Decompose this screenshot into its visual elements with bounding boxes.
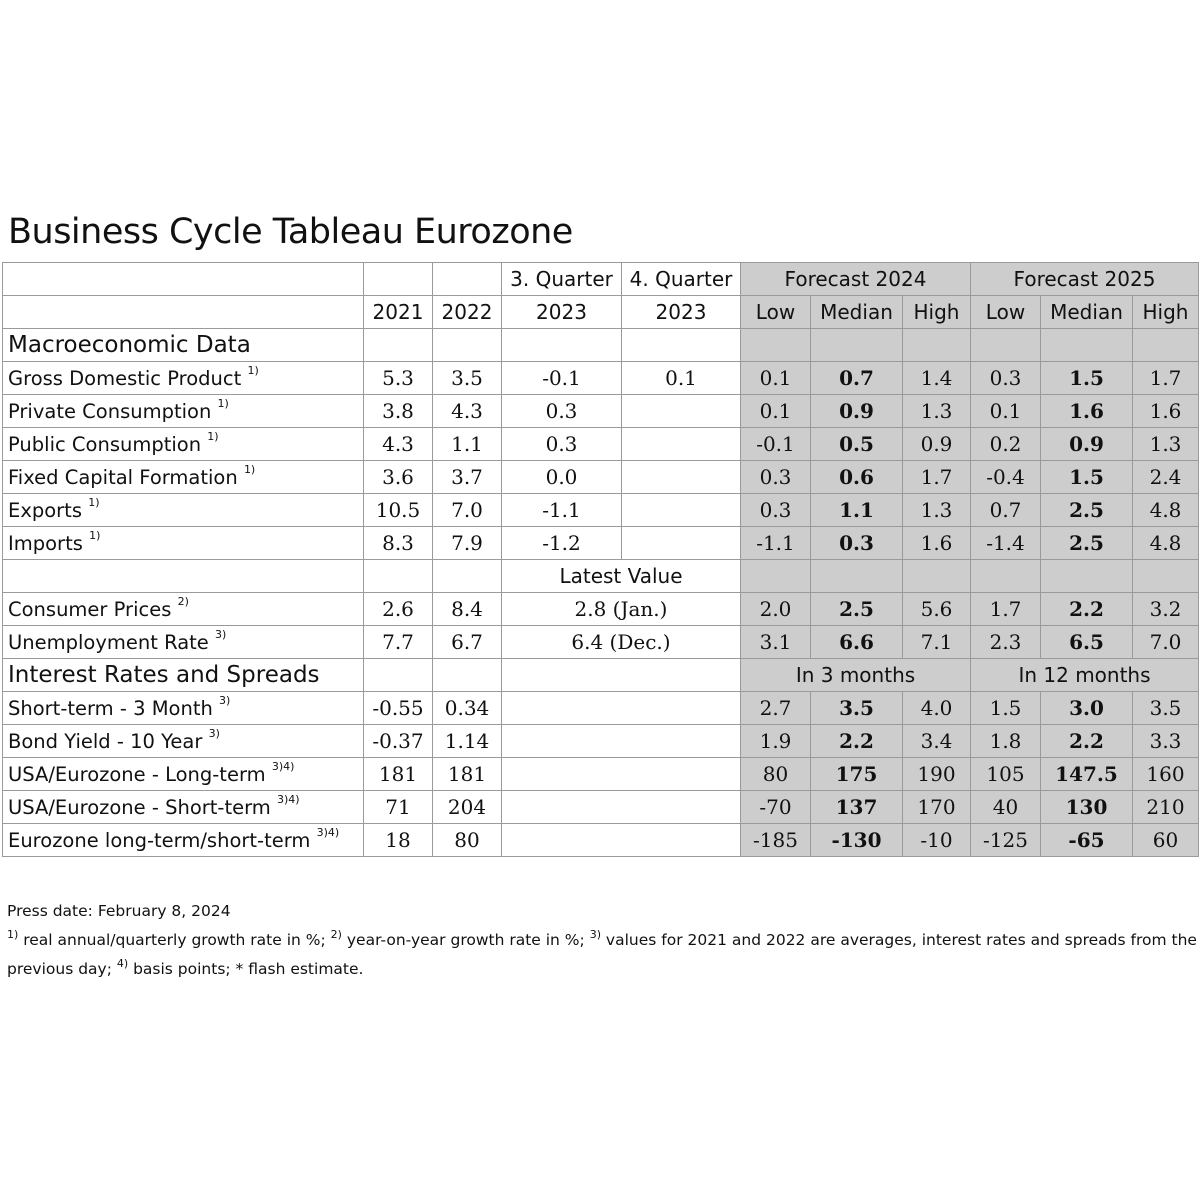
forecast-high: 1.7	[903, 461, 971, 494]
forecast-median: 2.5	[1041, 494, 1133, 527]
forecast-median: 137	[811, 791, 903, 824]
value-2022: 181	[433, 758, 502, 791]
header-median-2024: Median	[811, 296, 903, 329]
table-row	[3, 791, 1199, 824]
forecast-low: 40	[971, 791, 1041, 824]
value-2022: 7.9	[433, 527, 502, 560]
forecast-low: -70	[741, 791, 811, 824]
forecast-low: 0.3	[741, 494, 811, 527]
forecast-high: 190	[903, 758, 971, 791]
forecast-median: 0.6	[811, 461, 903, 494]
empty-cell	[811, 560, 903, 593]
forecast-median: 175	[811, 758, 903, 791]
value-q3-2023: -1.2	[502, 527, 622, 560]
value-q4-2023	[622, 494, 741, 527]
row-label: Gross Domestic Product $^{1)}$	[3, 362, 364, 395]
header-q4-year: 2023	[622, 296, 741, 329]
row-label: Unemployment Rate $^{3)}$	[3, 626, 364, 659]
forecast-high: 7.0	[1133, 626, 1199, 659]
header-row-2	[3, 296, 1199, 329]
empty-cell	[971, 560, 1041, 593]
value-2022: 0.34	[433, 692, 502, 725]
table-row	[3, 527, 1199, 560]
row-label: Bond Yield - 10 Year $^{3)}$	[3, 725, 364, 758]
forecast-high: 4.8	[1133, 527, 1199, 560]
value-2022: 4.3	[433, 395, 502, 428]
forecast-low: 0.2	[971, 428, 1041, 461]
header-high-2025: High	[1133, 296, 1199, 329]
empty-cell	[1133, 560, 1199, 593]
latest-value: 2.8 (Jan.)	[502, 593, 741, 626]
forecast-low: 0.1	[741, 362, 811, 395]
forecast-high: -10	[903, 824, 971, 857]
forecast-median: 0.3	[811, 527, 903, 560]
forecast-low: -0.1	[741, 428, 811, 461]
table-row	[3, 824, 1199, 857]
row-label: Exports $^{1)}$	[3, 494, 364, 527]
header-2022: 2022	[433, 296, 502, 329]
forecast-median: 0.5	[811, 428, 903, 461]
empty-cell	[502, 824, 741, 857]
forecast-low: -125	[971, 824, 1041, 857]
table-row	[3, 593, 1199, 626]
forecast-high: 4.0	[903, 692, 971, 725]
press-date: Press date: February 8, 2024	[7, 902, 231, 920]
forecast-median: 130	[1041, 791, 1133, 824]
forecast-median: 0.7	[811, 362, 903, 395]
value-q3-2023: 0.3	[502, 395, 622, 428]
forecast-median: 1.5	[1041, 461, 1133, 494]
forecast-median: 1.6	[1041, 395, 1133, 428]
header-high-2024: High	[903, 296, 971, 329]
forecast-median: 1.5	[1041, 362, 1133, 395]
value-2022: 8.4	[433, 593, 502, 626]
forecast-low: 1.7	[971, 593, 1041, 626]
empty-cell	[502, 692, 741, 725]
value-q3-2023: -0.1	[502, 362, 622, 395]
value-2021: 18	[364, 824, 433, 857]
value-q3-2023: -1.1	[502, 494, 622, 527]
forecast-low: 1.9	[741, 725, 811, 758]
table-row	[3, 362, 1199, 395]
forecast-median: 2.5	[811, 593, 903, 626]
forecast-high: 7.1	[903, 626, 971, 659]
header-q4: 4. Quarter	[622, 263, 741, 296]
forecast-high: 1.3	[903, 494, 971, 527]
forecast-low: 0.1	[971, 395, 1041, 428]
row-label: Fixed Capital Formation $^{1)}$	[3, 461, 364, 494]
value-q4-2023	[622, 428, 741, 461]
forecast-median: 0.9	[811, 395, 903, 428]
forecast-low: 1.8	[971, 725, 1041, 758]
forecast-median: -130	[811, 824, 903, 857]
forecast-low: 2.7	[741, 692, 811, 725]
value-2022: 3.7	[433, 461, 502, 494]
header-in-3-months: In 3 months	[741, 659, 971, 692]
value-2022: 1.14	[433, 725, 502, 758]
forecast-low: 0.1	[741, 395, 811, 428]
value-2022: 7.0	[433, 494, 502, 527]
forecast-high: 1.7	[1133, 362, 1199, 395]
empty-cell	[502, 659, 741, 692]
value-2021: 2.6	[364, 593, 433, 626]
empty-cell	[502, 758, 741, 791]
section-macro: Macroeconomic Data	[3, 329, 364, 362]
row-label: Imports $^{1)}$	[3, 527, 364, 560]
header-q3-year: 2023	[502, 296, 622, 329]
latest-value-header-row	[3, 560, 1199, 593]
section-interest-row	[3, 659, 1199, 692]
forecast-median: 147.5	[1041, 758, 1133, 791]
row-label: Private Consumption $^{1)}$	[3, 395, 364, 428]
forecast-high: 4.8	[1133, 494, 1199, 527]
forecast-median: 3.0	[1041, 692, 1133, 725]
header-low-2024: Low	[741, 296, 811, 329]
forecast-low: 2.3	[971, 626, 1041, 659]
empty-cell	[364, 659, 433, 692]
value-2022: 204	[433, 791, 502, 824]
forecast-median: 2.5	[1041, 527, 1133, 560]
forecast-high: 5.6	[903, 593, 971, 626]
value-2021: -0.55	[364, 692, 433, 725]
forecast-low: 0.7	[971, 494, 1041, 527]
value-2022: 6.7	[433, 626, 502, 659]
forecast-low: 1.5	[971, 692, 1041, 725]
value-2021: 181	[364, 758, 433, 791]
table-row	[3, 725, 1199, 758]
forecast-median: 3.5	[811, 692, 903, 725]
page-title: Business Cycle Tableau Eurozone	[8, 212, 573, 252]
value-2021: 7.7	[364, 626, 433, 659]
header-row-1	[3, 263, 1199, 296]
forecast-high: 60	[1133, 824, 1199, 857]
forecast-low: 3.1	[741, 626, 811, 659]
forecast-median: 0.9	[1041, 428, 1133, 461]
header-forecast-2025: Forecast 2025	[971, 263, 1199, 296]
header-forecast-2024: Forecast 2024	[741, 263, 971, 296]
forecast-high: 1.3	[903, 395, 971, 428]
section-macro-row	[3, 329, 1199, 362]
forecast-high: 1.4	[903, 362, 971, 395]
row-label: USA/Eurozone - Long-term $^{3)4)}$	[3, 758, 364, 791]
value-2021: 8.3	[364, 527, 433, 560]
header-q3: 3. Quarter	[502, 263, 622, 296]
latest-value: 6.4 (Dec.)	[502, 626, 741, 659]
value-2021: 5.3	[364, 362, 433, 395]
empty-cell	[433, 560, 502, 593]
value-2022: 3.5	[433, 362, 502, 395]
forecast-low: -1.4	[971, 527, 1041, 560]
header-low-2025: Low	[971, 296, 1041, 329]
value-q3-2023: 0.0	[502, 461, 622, 494]
value-q4-2023	[622, 461, 741, 494]
value-q3-2023: 0.3	[502, 428, 622, 461]
empty-cell	[502, 725, 741, 758]
value-2021: 3.6	[364, 461, 433, 494]
row-label: Consumer Prices $^{2)}$	[3, 593, 364, 626]
value-2021: 71	[364, 791, 433, 824]
forecast-median: -65	[1041, 824, 1133, 857]
footnote-line-2: previous day; $^{4)}$ basis points; * flash estimate.	[7, 957, 364, 978]
value-2022: 80	[433, 824, 502, 857]
forecast-median: 1.1	[811, 494, 903, 527]
forecast-high: 160	[1133, 758, 1199, 791]
business-cycle-table	[2, 262, 1199, 857]
row-label: Eurozone long-term/short-term $^{3)4)}$	[3, 824, 364, 857]
table-row	[3, 461, 1199, 494]
forecast-median: 2.2	[1041, 725, 1133, 758]
section-interest: Interest Rates and Spreads	[3, 659, 364, 692]
row-label: Public Consumption $^{1)}$	[3, 428, 364, 461]
forecast-high: 3.3	[1133, 725, 1199, 758]
table-row	[3, 758, 1199, 791]
forecast-low: -0.4	[971, 461, 1041, 494]
value-2021: 3.8	[364, 395, 433, 428]
forecast-high: 3.2	[1133, 593, 1199, 626]
table-row	[3, 428, 1199, 461]
forecast-high: 1.3	[1133, 428, 1199, 461]
value-2021: 10.5	[364, 494, 433, 527]
forecast-median: 6.6	[811, 626, 903, 659]
value-q4-2023: 0.1	[622, 362, 741, 395]
forecast-high: 2.4	[1133, 461, 1199, 494]
table-row	[3, 626, 1199, 659]
value-2021: -0.37	[364, 725, 433, 758]
forecast-high: 1.6	[1133, 395, 1199, 428]
value-q4-2023	[622, 395, 741, 428]
header-median-2025: Median	[1041, 296, 1133, 329]
value-2022: 1.1	[433, 428, 502, 461]
row-label: USA/Eurozone - Short-term $^{3)4)}$	[3, 791, 364, 824]
forecast-low: -185	[741, 824, 811, 857]
header-latest-value: Latest Value	[502, 560, 741, 593]
header-in-12-months: In 12 months	[971, 659, 1199, 692]
empty-cell	[502, 791, 741, 824]
empty-cell	[741, 560, 811, 593]
empty-cell	[903, 560, 971, 593]
forecast-high: 3.5	[1133, 692, 1199, 725]
forecast-low: 105	[971, 758, 1041, 791]
forecast-low: 0.3	[971, 362, 1041, 395]
forecast-high: 1.6	[903, 527, 971, 560]
forecast-low: -1.1	[741, 527, 811, 560]
forecast-median: 2.2	[1041, 593, 1133, 626]
forecast-median: 2.2	[811, 725, 903, 758]
value-2021: 4.3	[364, 428, 433, 461]
header-2021: 2021	[364, 296, 433, 329]
row-label: Short-term - 3 Month $^{3)}$	[3, 692, 364, 725]
forecast-low: 2.0	[741, 593, 811, 626]
empty-cell	[433, 659, 502, 692]
empty-cell	[364, 560, 433, 593]
forecast-median: 6.5	[1041, 626, 1133, 659]
footnote-line-1: $^{1)}$ real annual/quarterly growth rate in %; $^{2)}$ year-on-year growth rate in %; $^{3)}$ values for 2021 and 2022 are averages, interest rates and spreads from the	[7, 928, 1197, 949]
table-row	[3, 692, 1199, 725]
empty-cell	[3, 560, 364, 593]
forecast-high: 210	[1133, 791, 1199, 824]
value-q4-2023	[622, 527, 741, 560]
table-row	[3, 494, 1199, 527]
forecast-high: 170	[903, 791, 971, 824]
forecast-low: 80	[741, 758, 811, 791]
forecast-high: 0.9	[903, 428, 971, 461]
table-row	[3, 395, 1199, 428]
forecast-high: 3.4	[903, 725, 971, 758]
forecast-low: 0.3	[741, 461, 811, 494]
empty-cell	[1041, 560, 1133, 593]
